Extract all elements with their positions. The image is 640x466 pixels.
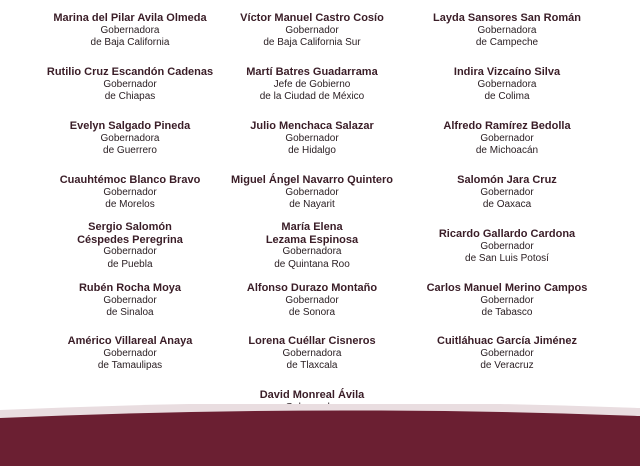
governor-entry: [30, 282, 230, 320]
governor-name: Ricardo Gallardo Cardona: [438, 228, 576, 240]
governor-title: Gobernador: [285, 132, 339, 144]
governor-title: Gobernador: [103, 246, 157, 257]
governor-state: de Hidalgo: [288, 145, 336, 156]
governor-name: Miguel Ángel Navarro Quintero: [231, 174, 393, 186]
governor-name: Américo Villareal Anaya: [67, 335, 193, 347]
governor-state: de Quintana Roo: [274, 258, 350, 270]
governor-entry: [30, 221, 230, 271]
governor-entry: [30, 66, 230, 104]
governor-title: Gobernador: [480, 347, 534, 359]
governor-title: Gobernadora: [477, 24, 537, 36]
governor-entry: [212, 66, 412, 104]
governor-state: de Tabasco: [481, 307, 533, 318]
governor-name: María Elena: [281, 221, 343, 233]
governor-name: Martí Batres Guadarrama: [246, 66, 378, 78]
governor-name: David Monreal Ávila: [259, 389, 365, 401]
governor-state: de Baja California: [90, 37, 170, 48]
governor-entry: [30, 174, 230, 212]
governor-name: Cuauhtémoc Blanco Bravo: [59, 174, 201, 186]
governor-title: Gobernador: [103, 294, 157, 306]
governor-state: de la Ciudad de México: [259, 91, 365, 102]
governor-entry: [30, 120, 230, 158]
governor-entry: [30, 335, 230, 373]
governor-state: de Sinaloa: [106, 307, 154, 318]
governor-name: Carlos Manuel Merino Campos: [426, 282, 588, 294]
governor-entry: [407, 282, 607, 320]
governor-entry: [212, 282, 412, 320]
governor-name-line2: Céspedes Peregrina: [77, 233, 183, 246]
governor-entry: [407, 120, 607, 158]
governor-name: Víctor Manuel Castro Cosío: [240, 12, 384, 24]
governor-name: Sergio Salomón: [88, 221, 172, 233]
governor-state: de San Luis Potosí: [465, 253, 549, 264]
governor-title: Gobernador: [285, 186, 339, 198]
governor-entry: [212, 221, 412, 271]
governor-title: Gobernador: [480, 294, 534, 306]
governor-state: de Sonora: [288, 307, 336, 318]
governor-state: de Guerrero: [103, 145, 157, 156]
governor-state: de Tamaulipas: [97, 360, 163, 371]
governor-title: Gobernador: [103, 78, 157, 90]
decorative-wave-band: [0, 404, 640, 466]
governor-title: Gobernador: [480, 132, 534, 144]
governor-state: de Michoacán: [475, 145, 539, 156]
governor-state: de Tlaxcala: [286, 360, 338, 371]
governor-state: de Campeche: [475, 37, 539, 48]
governor-state: de Colima: [484, 91, 530, 102]
governor-state: de Morelos: [105, 199, 155, 210]
governor-title: Gobernadora: [100, 24, 160, 36]
governor-title: Jefe de Gobierno: [273, 78, 351, 90]
governor-title: Gobernadora: [477, 78, 537, 90]
governor-name: Lorena Cuéllar Cisneros: [248, 335, 376, 347]
governor-state: de Puebla: [107, 258, 153, 270]
governor-name: Rutilio Cruz Escandón Cadenas: [46, 66, 214, 78]
governor-state: de Baja California Sur: [263, 37, 361, 48]
governor-title: Gobernador: [103, 186, 157, 198]
governor-name: Rubén Rocha Moya: [78, 282, 182, 294]
governor-entry: [407, 228, 607, 266]
governor-name: Julio Menchaca Salazar: [250, 120, 374, 132]
governor-entry: [30, 12, 230, 50]
governor-state: de Veracruz: [480, 360, 534, 371]
governor-name: Salomón Jara Cruz: [457, 174, 557, 186]
governor-name: Layda Sansores San Román: [433, 12, 581, 24]
governor-name: Evelyn Salgado Pineda: [69, 120, 191, 132]
governor-title: Gobernador: [285, 24, 339, 36]
governor-title: Gobernador: [480, 186, 534, 198]
governor-state: de Nayarit: [289, 199, 335, 210]
governor-title: Gobernador: [103, 347, 157, 359]
governor-title: Gobernador: [285, 294, 339, 306]
governor-entry: [212, 174, 412, 212]
governor-title: Gobernadora: [282, 246, 342, 257]
governor-name: Indira Vizcaíno Silva: [453, 66, 561, 78]
governor-title: Gobernador: [480, 240, 534, 252]
governor-entry: [407, 66, 607, 104]
governor-title: Gobernadora: [100, 132, 160, 144]
governor-state: de Chiapas: [104, 91, 156, 102]
governor-name: Cuitláhuac García Jiménez: [437, 335, 577, 347]
governor-entry: [407, 335, 607, 373]
governor-entry: [407, 12, 607, 50]
governor-name-line2: Lezama Espinosa: [265, 233, 359, 246]
governor-title: Gobernadora: [282, 347, 342, 359]
governor-entry: [212, 120, 412, 158]
governor-name: Marina del Pilar Avila Olmeda: [53, 12, 207, 24]
governor-name: Alfredo Ramírez Bedolla: [443, 120, 571, 132]
governor-entry: [212, 12, 412, 50]
governor-name: Alfonso Durazo Montaño: [246, 282, 378, 294]
governor-entry: [212, 335, 412, 373]
governor-state: de Oaxaca: [482, 199, 532, 210]
governor-entry: [407, 174, 607, 212]
